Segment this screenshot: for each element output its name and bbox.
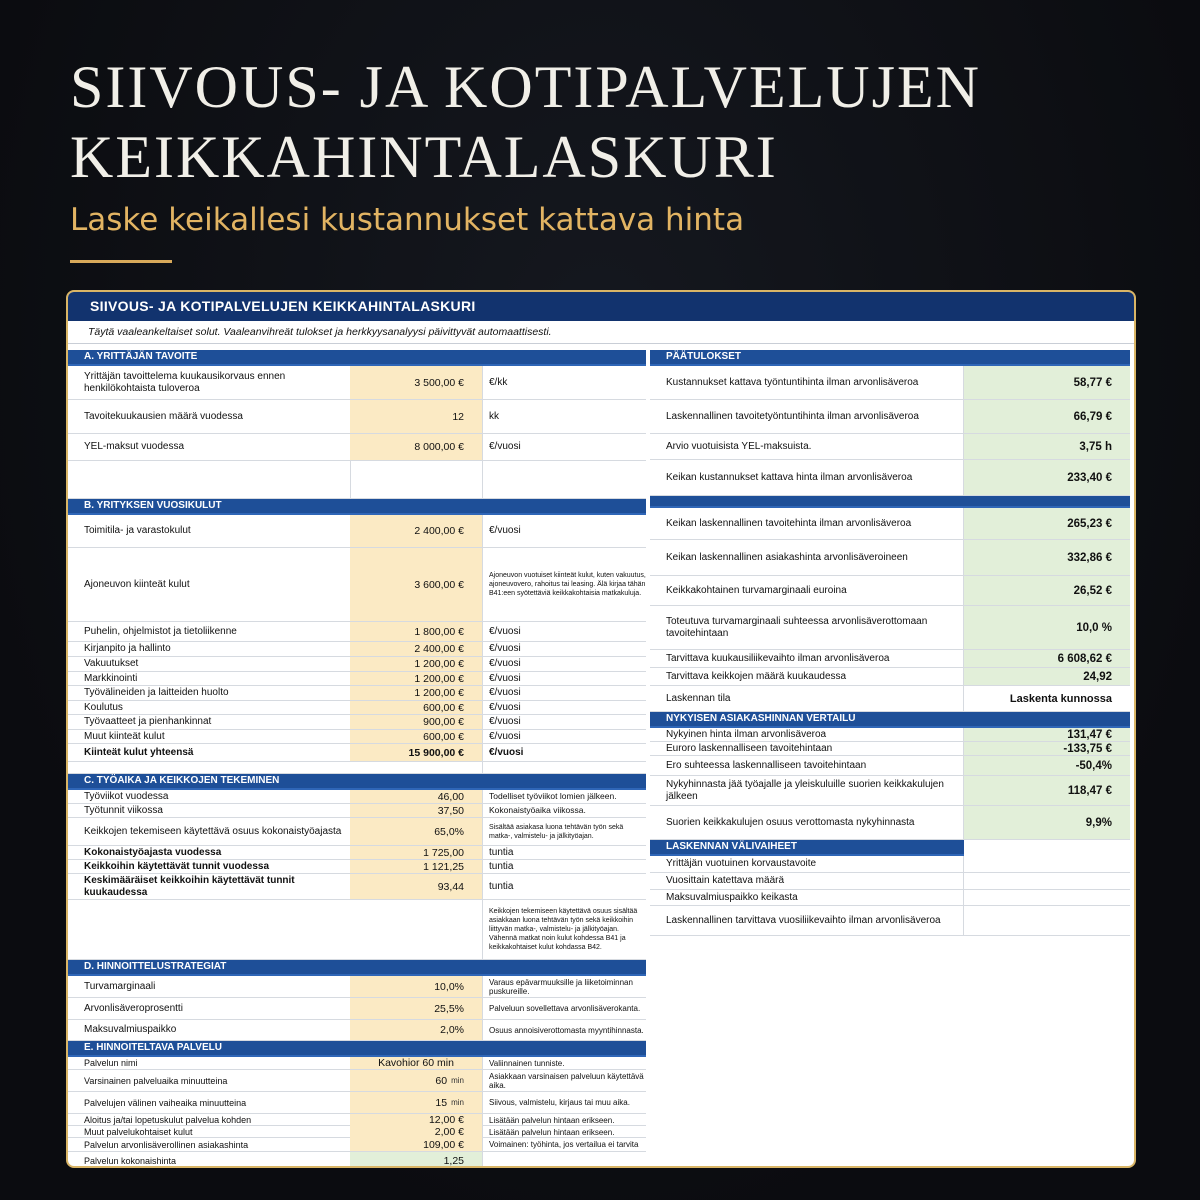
row-note: Siivous, valmistelu, kirjaus tai muu aika. (482, 1092, 646, 1113)
row-unit (482, 1152, 646, 1168)
section-c-header: C. TYÖAIKA JA KEIKKOJEN TEKEMINEN (68, 774, 646, 790)
row-note: Ajoneuvon vuotuiset kiinteät kulut, kuten vakuutus, ajoneuvovero, rahoitus tai leasing. Älä kirjaa tähän B41:een syötettäviä keikkakohtaisia matkakuluja. (482, 548, 646, 621)
input-cell[interactable]: 109,00 € (350, 1138, 482, 1151)
result-row (650, 668, 1130, 686)
result-label: Tarvittava keikkojen määrä kuukaudessa (650, 668, 964, 685)
section-c-note: Keikkojen tekemiseen käytettävä osuus sisältää asiakkaan luona tehtävän työn sekä keikkoihin liittyvän matka-, valmistelu- ja jälkityöajan. Vähennä matkat noin kulut kohdessa B41 ja keikkakohtaiset kulut kohdassa B42. (482, 900, 646, 959)
row-label: Työvaatteet ja pienhankinnat (84, 716, 212, 727)
compare-row (650, 756, 1130, 776)
row-unit: €/vuosi (482, 730, 646, 743)
table-row (68, 790, 646, 804)
table-row (68, 730, 646, 744)
input-cell[interactable] (350, 1092, 482, 1113)
input-cell[interactable]: 10,0% (350, 976, 482, 997)
compare-header: NYKYISEN ASIAKASHINNAN VERTAILU (650, 712, 1130, 728)
calc-cell: 1,25 (350, 1152, 482, 1168)
step-label: Laskennallinen tarvittava vuosiliikevaihto ilman arvonlisäveroa (650, 906, 964, 935)
compare-row (650, 776, 1130, 806)
input-cell[interactable]: 3 600,00 € (350, 548, 482, 621)
input-cell[interactable]: 1 200,00 € (350, 686, 482, 700)
row-unit: €/vuosi (482, 622, 646, 641)
step-value (964, 873, 1130, 889)
table-row (68, 686, 646, 701)
empty-cell (350, 900, 482, 959)
empty-cell (350, 762, 482, 773)
row-label: Keikkojen tekemiseen käytettävä osuus kokonaistyöajasta (84, 825, 342, 837)
row-unit: kk (482, 400, 646, 433)
result-value: 26,52 € (964, 576, 1130, 605)
row-label: Koulutus (84, 701, 123, 713)
row-label: YEL-maksut vuodessa (84, 441, 185, 452)
input-cell[interactable]: 12,00 € (350, 1114, 482, 1126)
empty-cell (68, 900, 350, 959)
row-label: Työvälineiden ja laitteiden huolto (84, 687, 229, 698)
compare-label: Ero suhteessa laskennalliseen tavoitehintaan (650, 756, 964, 775)
result-value: 265,23 € (964, 508, 1130, 539)
table-row (68, 1070, 646, 1092)
row-label: Turvamarginaali (84, 980, 156, 992)
row-note: Varaus epävarmuuksille ja liiketoiminnan puskureille. (482, 976, 646, 997)
row-label: Työtunnit viikossa (84, 804, 163, 816)
empty-cell (350, 461, 482, 498)
row-label: Keikkoihin käytettävät tunnit vuodessa (84, 860, 270, 872)
compare-row (650, 728, 1130, 742)
result-row (650, 606, 1130, 650)
table-row (68, 846, 646, 860)
title-line-2: KEIKKAHINTALASKURI (70, 124, 778, 190)
compare-row (650, 806, 1130, 840)
section-b-header: B. YRITYKSEN VUOSIKULUT (68, 499, 646, 515)
table-row (68, 1092, 646, 1114)
step-value (964, 890, 1130, 905)
calculator-sheet (66, 290, 1136, 1168)
input-cell[interactable]: Kavohior 60 min (350, 1057, 482, 1069)
table-row (68, 657, 646, 672)
compare-row (650, 742, 1130, 756)
input-cell[interactable]: 900,00 € (350, 715, 482, 729)
result-value: 66,79 € (964, 400, 1130, 433)
row-unit: €/kk (482, 366, 646, 399)
row-label: Kokonaistyöajasta vuodessa (84, 846, 222, 858)
row-note: Todelliset työviikot lomien jälkeen. (482, 790, 646, 803)
row-unit: €/vuosi (482, 672, 646, 685)
step-row (650, 890, 1130, 906)
result-row (650, 650, 1130, 668)
row-label: Varsinainen palveluaika minuutteina (84, 1075, 228, 1086)
row-unit: €/vuosi (482, 744, 646, 761)
row-unit: €/vuosi (482, 657, 646, 671)
table-row (68, 874, 646, 900)
page-title (70, 52, 981, 192)
row-note: Lisätään palvelun hintaan erikseen. (482, 1114, 646, 1126)
result-label: Keikkakohtainen turvamarginaali euroina (650, 576, 964, 605)
row-label: Palvelun arvonlisäverollinen asiakashinta (84, 1139, 249, 1150)
result-row (650, 400, 1130, 434)
table-row (68, 860, 646, 874)
table-row (68, 1114, 646, 1126)
row-label: Kirjanpito ja hallinto (84, 643, 171, 654)
row-unit: tuntia (482, 874, 646, 899)
note-row (68, 900, 646, 960)
row-unit: €/vuosi (482, 642, 646, 656)
empty-cell (68, 461, 350, 498)
row-note: Valiinnainen tunniste. (482, 1057, 646, 1069)
section-d-header: D. HINNOITTELUSTRATEGIAT (68, 960, 646, 976)
table-row (68, 622, 646, 642)
title-divider (70, 260, 172, 263)
row-note: Voimainen: työhinta, jos vertailua ei tarvita (482, 1138, 646, 1151)
result-value: 6 608,62 € (964, 650, 1130, 667)
table-row (68, 366, 646, 400)
compare-label: Nykyhinnasta jää työajalle ja yleiskuluille suorien keikkakulujen jälkeen (650, 776, 964, 805)
row-unit: €/vuosi (482, 701, 646, 714)
unit-suffix: min (451, 1098, 464, 1107)
row-label: Kiinteät kulut yhteensä (84, 746, 194, 758)
input-cell[interactable]: 1 200,00 € (350, 657, 482, 671)
title-line-1: SIIVOUS- JA KOTIPALVELUJEN (70, 54, 981, 120)
compare-value: -133,75 € (964, 742, 1130, 755)
empty-cell (68, 762, 350, 773)
results-header: PÄÄTULOKSET (650, 350, 1130, 366)
table-row (68, 1057, 646, 1070)
input-cell[interactable]: 2,00 € (350, 1126, 482, 1138)
result-value: 332,86 € (964, 540, 1130, 575)
table-row (68, 701, 646, 715)
step-value (964, 856, 1130, 872)
result-row-status (650, 686, 1130, 712)
table-row (68, 515, 646, 548)
row-label: Aloitus ja/tai lopetuskulut palvelua kohden (84, 1115, 252, 1125)
result-value: 10,0 % (964, 606, 1130, 649)
row-unit: tuntia (482, 846, 646, 859)
table-row (68, 548, 646, 622)
row-label: Yrittäjän tavoittelema kuukausikorvaus ennen henkilökohtaista tuloveroa (84, 370, 286, 394)
input-cell[interactable]: 2 400,00 € (350, 515, 482, 547)
unit-suffix: min (451, 1076, 464, 1085)
row-label: Keskimääräiset keikkoihin käytettävät tunnit kuukaudessa (84, 874, 295, 898)
empty-row (68, 762, 646, 774)
input-column (68, 350, 646, 1168)
table-row (68, 672, 646, 686)
table-row (68, 642, 646, 657)
result-label: Keikan kustannukset kattava hinta ilman arvonlisäveroa (650, 460, 964, 495)
steps-header: LASKENNAN VÄLIVAIHEET (650, 840, 964, 856)
total-cell: 15 900,00 € (350, 744, 482, 761)
status-value: Laskenta kunnossa (964, 686, 1130, 711)
row-label: Muut kiinteät kulut (84, 730, 165, 742)
input-cell[interactable]: 1 200,00 € (350, 672, 482, 685)
section-a-header: A. YRITTÄJÄN TAVOITE (68, 350, 646, 366)
compare-value: 118,47 € (964, 776, 1130, 805)
result-value: 24,92 (964, 668, 1130, 685)
empty-cell (482, 461, 646, 498)
row-label: Työviikot vuodessa (84, 790, 169, 802)
result-row (650, 366, 1130, 400)
input-cell[interactable]: 2,0% (350, 1020, 482, 1040)
table-row (68, 434, 646, 461)
step-row (650, 856, 1130, 873)
result-label: Laskennallinen tavoitetyöntuntihinta ilman arvonlisäveroa (650, 400, 964, 433)
table-row (68, 976, 646, 998)
table-row (68, 1152, 646, 1168)
input-cell[interactable] (350, 1070, 482, 1091)
page-subtitle: Laske keikallesi kustannukset kattava hinta (70, 202, 745, 238)
input-cell[interactable]: 600,00 € (350, 701, 482, 714)
row-label: Palvelun nimi (84, 1058, 138, 1068)
table-row (68, 400, 646, 434)
results-column (650, 350, 1130, 936)
row-unit: €/vuosi (482, 715, 646, 729)
value-text: 15 (435, 1096, 448, 1109)
row-label: Maksuvalmiuspaikko (84, 1024, 177, 1035)
compare-label: Nykyinen hinta ilman arvonlisäveroa (650, 728, 964, 741)
result-label: Laskennan tila (650, 686, 964, 711)
input-cell[interactable]: 25,5% (350, 998, 482, 1019)
row-unit: €/vuosi (482, 686, 646, 700)
result-row (650, 540, 1130, 576)
table-row (68, 1020, 646, 1041)
compare-label: Euroro laskennalliseen tavoitehintaan (650, 742, 964, 755)
row-label: Arvonlisäveroprosentti (84, 1002, 183, 1014)
input-cell[interactable]: 1 800,00 € (350, 622, 482, 641)
empty-row (68, 461, 646, 499)
row-label: Tavoitekuukausien määrä vuodessa (84, 410, 243, 422)
result-label: Arvio vuotuisista YEL-maksuista. (650, 434, 964, 459)
step-row (650, 873, 1130, 890)
table-row (68, 1126, 646, 1138)
row-label: Markkinointi (84, 672, 138, 684)
input-cell[interactable]: 8 000,00 € (350, 434, 482, 460)
input-cell[interactable]: 3 500,00 € (350, 366, 482, 399)
row-note: Osuus annoisiverottomasta myyntihinnasta. (482, 1020, 646, 1040)
row-label: Toimitila- ja varastokulut (84, 525, 191, 536)
result-label: Keikan laskennallinen tavoitehinta ilman arvonlisäveroa (650, 508, 964, 539)
results-divider (650, 496, 1130, 508)
table-row (68, 715, 646, 730)
result-row (650, 576, 1130, 606)
result-value: 58,77 € (964, 366, 1130, 399)
row-label: Vakuutukset (84, 658, 139, 669)
input-cell[interactable]: 37,50 (350, 804, 482, 817)
step-label: Yrittäjän vuotuinen korvaustavoite (650, 856, 964, 872)
sheet-banner: SIIVOUS- JA KOTIPALVELUJEN KEIKKAHINTALASKURI (68, 292, 1134, 321)
table-row (68, 998, 646, 1020)
result-label: Kustannukset kattava työntuntihinta ilman arvonlisäveroa (650, 366, 964, 399)
input-cell[interactable]: 600,00 € (350, 730, 482, 743)
result-row (650, 508, 1130, 540)
input-cell[interactable]: 12 (350, 400, 482, 433)
calc-cell: 1 121,25 (350, 860, 482, 873)
table-row-total (68, 744, 646, 762)
step-value (964, 906, 1130, 935)
table-row (68, 818, 646, 846)
row-note: Asiakkaan varsinaisen palveluun käytettävä aika. (482, 1070, 646, 1091)
compare-value: 9,9% (964, 806, 1130, 839)
row-note: Palveluun sovellettava arvonlisäverokanta. (482, 998, 646, 1019)
calc-cell: 93,44 (350, 874, 482, 899)
section-e-header: E. HINNOITELTAVA PALVELU (68, 1041, 646, 1057)
row-label: Muut palvelukohtaiset kulut (84, 1127, 193, 1137)
row-unit: €/vuosi (482, 434, 646, 460)
compare-label: Suorien keikkakulujen osuus verottomasta nykyhinnasta (650, 806, 964, 839)
result-label: Tarvittava kuukausiliikevaihto ilman arvonlisäveroa (650, 650, 964, 667)
row-label: Ajoneuvon kiinteät kulut (84, 578, 190, 590)
empty-cell (482, 762, 646, 773)
table-row (68, 1138, 646, 1152)
row-note: Lisätään palvelun hintaan erikseen. (482, 1126, 646, 1138)
input-cell[interactable]: 2 400,00 € (350, 642, 482, 656)
result-label: Keikan laskennallinen asiakashinta arvonlisäveroineen (650, 540, 964, 575)
row-label: Palvelujen välinen vaiheaika minuutteina (84, 1097, 247, 1108)
compare-value: -50,4% (964, 756, 1130, 775)
table-row (68, 804, 646, 818)
compare-value: 131,47 € (964, 728, 1130, 741)
input-cell[interactable]: 46,00 (350, 790, 482, 803)
row-label: Palvelun kokonaishinta (84, 1155, 177, 1166)
result-row (650, 460, 1130, 496)
sheet-instructions: Täytä vaaleankeltaiset solut. Vaaleanvihreät tulokset ja herkkyysanalyysi päivittyvät automaattisesti. (68, 321, 1134, 344)
step-label: Maksuvalmiuspaikko keikasta (650, 890, 964, 905)
row-note: Sisältää asiakasa luona tehtävän työn sekä matka-, valmistelu- ja jälkityöajan. (482, 818, 646, 845)
result-label: Toteutuva turvamarginaali suhteessa arvonlisäverottomaan tavoitehintaan (650, 606, 964, 649)
result-row (650, 434, 1130, 460)
result-value: 233,40 € (964, 460, 1130, 495)
row-label: Puhelin, ohjelmistot ja tietoliikenne (84, 625, 237, 637)
step-row (650, 906, 1130, 936)
input-cell[interactable]: 65,0% (350, 818, 482, 845)
row-unit: tuntia (482, 860, 646, 873)
row-note: Kokonaistyöaika viikossa. (482, 804, 646, 817)
row-unit: €/vuosi (482, 515, 646, 547)
result-value: 3,75 h (964, 434, 1130, 459)
step-label: Vuosittain katettava määrä (650, 873, 964, 889)
calc-cell: 1 725,00 (350, 846, 482, 859)
value-text: 60 (435, 1074, 448, 1087)
